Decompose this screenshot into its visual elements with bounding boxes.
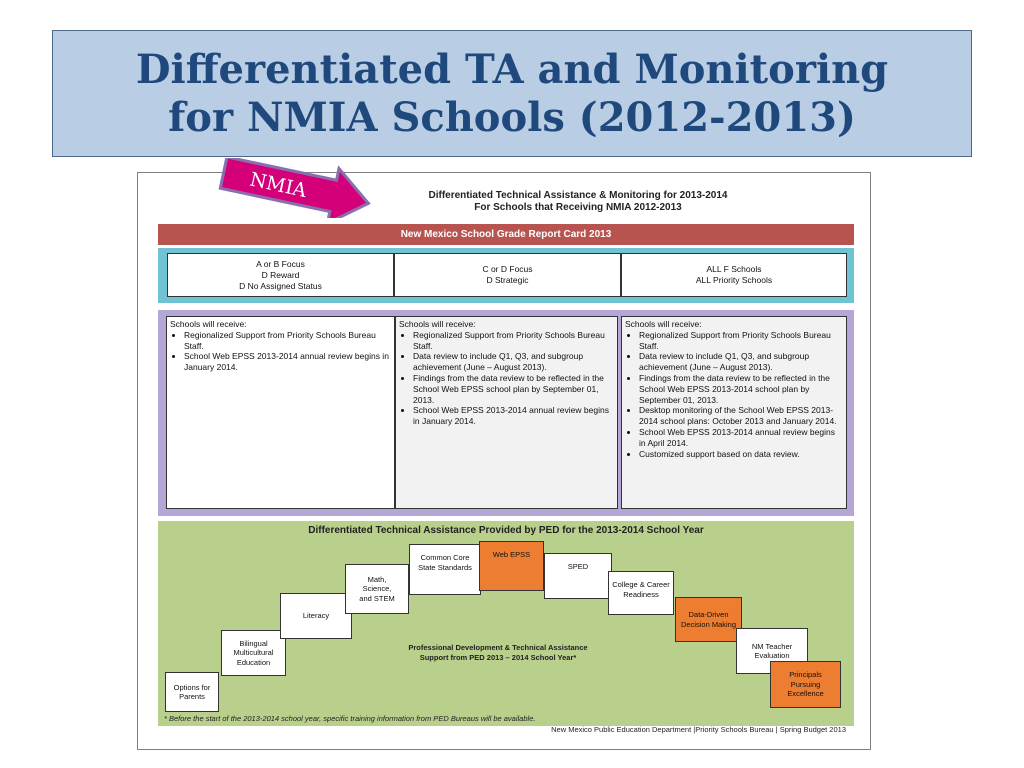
category-cell-1 xyxy=(167,253,394,297)
step-line: Bilingual xyxy=(239,638,268,648)
step-line: Principals xyxy=(789,670,822,680)
receive-list xyxy=(399,330,614,427)
ta-section-title: Differentiated Technical Assistance Provided by PED for the 2013-2014 School Year xyxy=(308,525,704,536)
category-line: D Strategic xyxy=(486,275,529,285)
document-title-line-2: For Schools that Receiving NMIA 2012-2013 xyxy=(474,202,682,213)
receive-band xyxy=(158,310,854,516)
document-title xyxy=(368,190,788,214)
step-line: Data-Driven xyxy=(688,610,729,619)
slide-title-line-2: for NMIA Schools (2012-2013) xyxy=(168,93,856,141)
technical-assistance-band xyxy=(158,521,854,726)
step-line: Common Core xyxy=(420,553,470,562)
step-line: Options for xyxy=(173,682,211,692)
receive-heading: Schools will receive: xyxy=(625,319,702,329)
step-line: and STEM xyxy=(359,593,395,603)
receive-item: • School Web EPSS 2013-2014 annual review begins in April 2014. xyxy=(639,427,843,449)
step-line: Science, xyxy=(362,584,392,594)
step-line: Math, xyxy=(367,574,387,584)
category-line: ALL Priority Schools xyxy=(695,275,773,285)
category-line: ALL F Schools xyxy=(706,264,762,274)
step-web-epss xyxy=(479,541,544,591)
category-cell-3 xyxy=(621,253,847,297)
receive-item: • Regionalized Support from Priority Schools Bureau Staff. xyxy=(184,330,391,352)
step-line: Excellence xyxy=(787,689,824,699)
category-line: D No Assigned Status xyxy=(239,280,322,291)
receive-heading: Schools will receive: xyxy=(399,319,476,329)
receive-item: • Data review to include Q1, Q3, and subgroup achievement (June – August 2013). xyxy=(639,351,843,373)
step-line: Readiness xyxy=(623,589,659,599)
step-line: Pursuing xyxy=(790,679,821,689)
step-line: Education xyxy=(236,657,271,667)
step-principals-pursuing-excellence xyxy=(770,661,841,708)
pd-support-line-1: Professional Development & Technical Assistance xyxy=(408,643,588,652)
receive-item: • Desktop monitoring of the School Web EPSS 2013-2014 school plans: October 2013 and January 2014. xyxy=(639,405,843,427)
step-line: College & Career xyxy=(612,580,670,589)
receive-cell-3 xyxy=(621,316,847,509)
category-line: A or B Focus xyxy=(256,258,305,269)
pd-support-line-2: Support from PED 2013 – 2014 School Year* xyxy=(419,653,577,662)
step-line: Multicultural xyxy=(233,648,274,658)
step-line: NM Teacher xyxy=(751,641,793,651)
receive-heading: Schools will receive: xyxy=(170,319,247,329)
step-line: Decision Making xyxy=(680,619,737,629)
step-literacy xyxy=(280,593,352,639)
step-bilingual-multicultural-education xyxy=(221,630,286,676)
footnote: * Before the start of the 2013-2014 school year, specific training information from PED Bureaus will be available. xyxy=(164,714,536,723)
category-line: D Reward xyxy=(261,269,300,280)
receive-item: • Customized support based on data review. xyxy=(639,449,843,460)
receive-list xyxy=(625,330,843,460)
step-line: Literacy xyxy=(302,611,330,621)
receive-item: • School Web EPSS 2013-2014 annual review begins in January 2014. xyxy=(413,405,614,427)
arrow-label: NMIA xyxy=(247,168,309,202)
category-band xyxy=(158,248,854,303)
embedded-document xyxy=(137,172,871,750)
step-sped xyxy=(544,553,612,599)
category-line: C or D Focus xyxy=(482,264,533,274)
step-line: Web EPSS xyxy=(492,550,531,559)
slide-title-line-1: Differentiated TA and Monitoring xyxy=(135,45,889,93)
receive-list xyxy=(170,330,391,373)
slide-title-box xyxy=(52,30,972,157)
pd-support-text xyxy=(388,643,608,663)
nmia-arrow-icon xyxy=(216,158,376,218)
step-line: Evaluation xyxy=(754,651,790,660)
document-title-line-1: Differentiated Technical Assistance & Monitoring for 2013-2014 xyxy=(428,190,728,201)
receive-item: • Findings from the data review to be reflected in the School Web EPSS school plan by September 01, 2013. xyxy=(413,373,614,405)
step-math-science-stem xyxy=(345,564,409,614)
receive-cell-2 xyxy=(395,316,618,509)
receive-item: • Regionalized Support from Priority Schools Bureau Staff. xyxy=(639,330,843,352)
receive-item: • Data review to include Q1, Q3, and subgroup achievement (June – August 2013). xyxy=(413,351,614,373)
step-line: SPED xyxy=(567,562,589,571)
receive-item: • School Web EPSS 2013-2014 annual review begins in January 2014. xyxy=(184,351,391,373)
step-common-core xyxy=(409,544,481,595)
category-cell-2 xyxy=(394,253,621,297)
report-card-bar: New Mexico School Grade Report Card 2013 xyxy=(158,224,854,245)
step-line: Parents xyxy=(179,692,205,701)
step-data-driven-decision-making xyxy=(675,597,742,642)
document-footer: New Mexico Public Education Department |Priority Schools Bureau | Spring Budget 2013 xyxy=(551,725,846,734)
receive-item: • Regionalized Support from Priority Schools Bureau Staff. xyxy=(413,330,614,352)
step-options-for-parents xyxy=(165,672,219,712)
receive-cell-1 xyxy=(166,316,395,509)
step-line: State Standards xyxy=(418,562,472,572)
receive-item: • Findings from the data review to be reflected in the School Web EPSS 2013-2014 school plan by September 01, 2013. xyxy=(639,373,843,405)
step-college-career-readiness xyxy=(608,571,674,615)
